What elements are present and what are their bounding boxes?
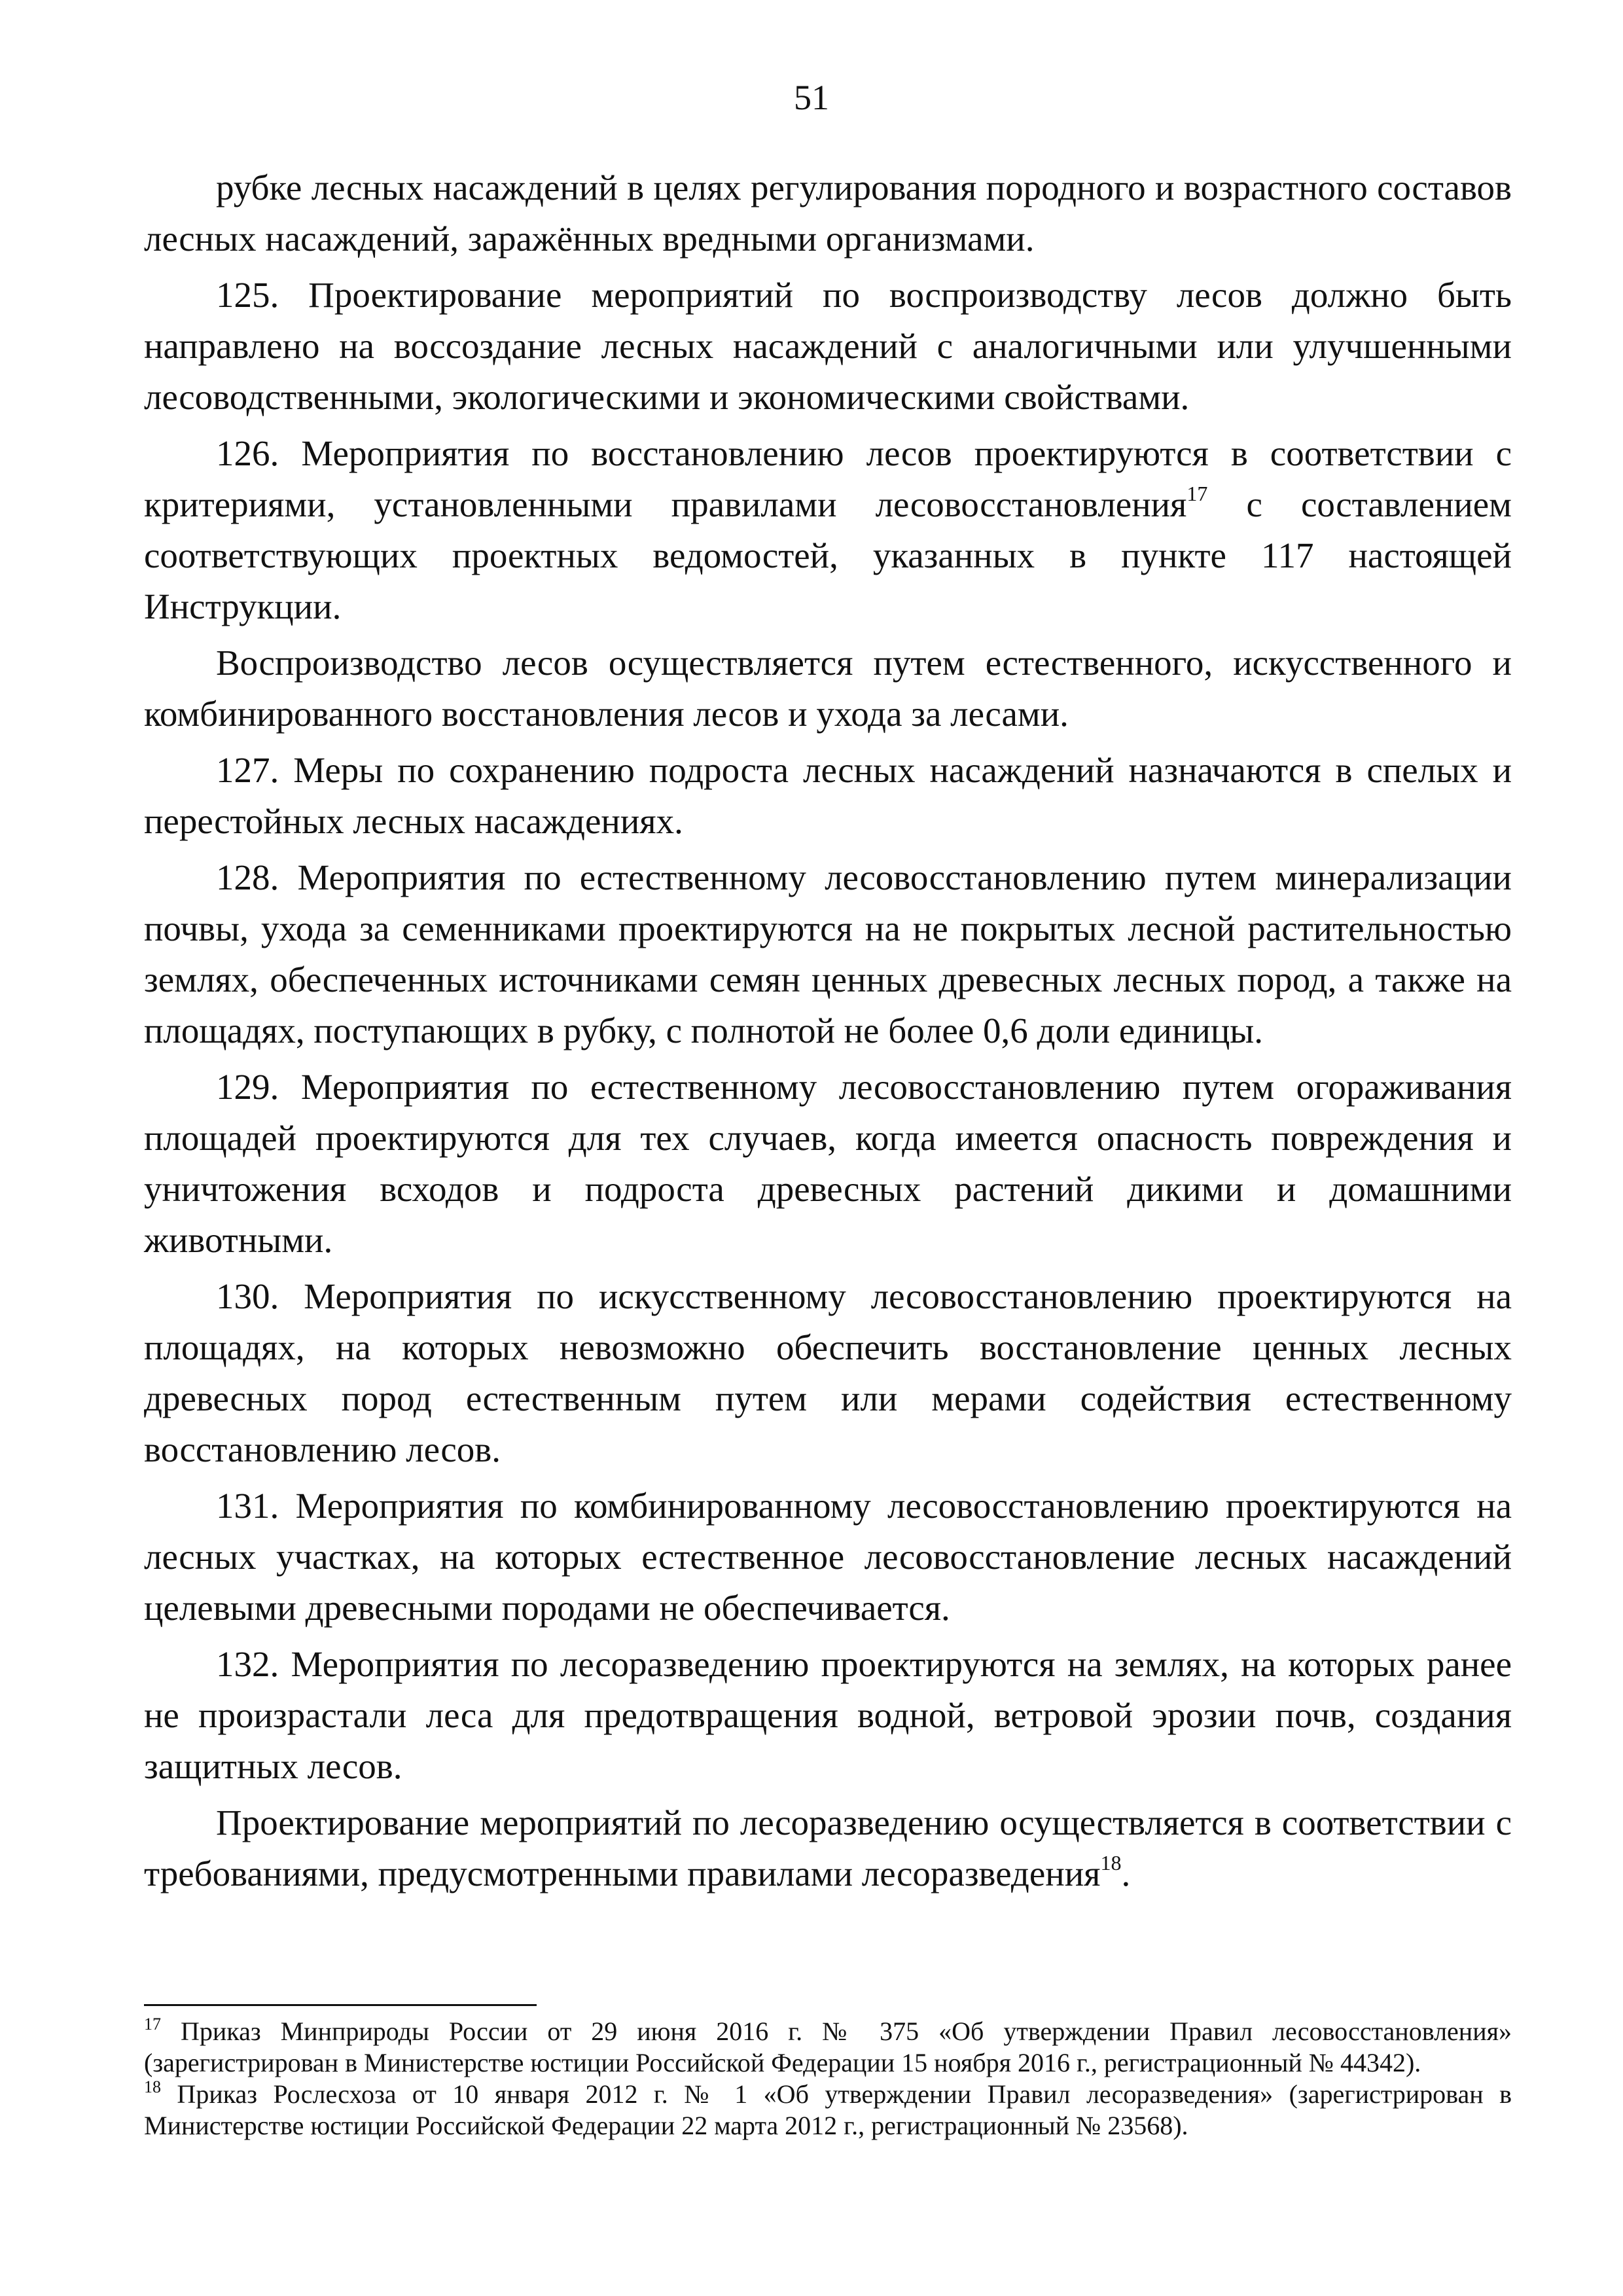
footnotes bbox=[144, 2016, 1512, 2142]
footnote-ref-18[interactable]: 18 bbox=[1100, 1851, 1122, 1874]
paragraph-126-text-after: с составлением соответствующих проектных ведомостей, указанных в пункте 117 настоящей Инструкции. bbox=[144, 484, 1512, 626]
footnote-ref-17[interactable]: 17 bbox=[1186, 482, 1208, 505]
paragraph-128: 128. Мероприятия по естественному лесовосстановлению путем минерализации почвы, ухода за семенниками проектируются на не покрытых лесной растительностью землях, обеспеченных источниками семян ценных древесных лесных пород, а также на площадях, поступающих в рубку, с полнотой не более 0,6 доли единицы. bbox=[144, 857, 1512, 1050]
paragraph-afforestation-design bbox=[144, 1797, 1512, 1899]
footnote-marker-18: 18 bbox=[144, 2077, 161, 2096]
document-body bbox=[144, 162, 1512, 1899]
paragraph-afforestation-text-after: . bbox=[1121, 1854, 1131, 1893]
paragraph-afforestation-text: Проектирование мероприятий по лесоразведению осуществляется в соответствии с требованиями, предусмотренными правилами лесоразведения bbox=[144, 1803, 1512, 1893]
page-number: 51 bbox=[794, 78, 829, 117]
footnote-17 bbox=[144, 2016, 1512, 2079]
paragraph-continuation: рубке лесных насаждений в целях регулирования породного и возрастного составов лесных насаждений, заражённых вредными организмами. bbox=[144, 168, 1512, 259]
paragraph-reproduction: Воспроизводство лесов осуществляется путем естественного, искусственного и комбинированного восстановления лесов и ухода за лесами. bbox=[144, 643, 1512, 734]
footnote-marker-17: 17 bbox=[144, 2015, 161, 2034]
paragraph-127: 127. Меры по сохранению подроста лесных насаждений назначаются в спелых и перестойных лесных насаждениях. bbox=[144, 750, 1512, 841]
paragraph-130: 130. Мероприятия по искусственному лесовосстановлению проектируются на площадях, на которых невозможно обеспечить восстановление ценных лесных древесных пород естественным путем или мерами содействия естественному восстановлению лесов. bbox=[144, 1276, 1512, 1469]
footnote-17-text: Приказ Минприроды России от 29 июня 2016 г. № 375 «Об утверждении Правил лесовосстановления» (зарегистрирован в Министерстве юстиции Российской Федерации 15 ноября 2016 г., регистрационный № 44342). bbox=[144, 2017, 1512, 2077]
paragraph-125: 125. Проектирование мероприятий по воспроизводству лесов должно быть направлено на воссоздание лесных насаждений с аналогичными или улучшенными лесоводственными, экологическими и экономическими свойствами. bbox=[144, 275, 1512, 417]
paragraph-131: 131. Мероприятия по комбинированному лесовосстановлению проектируются на лесных участках, на которых естественное лесовосстановление лесных насаждений целевыми древесными породами не обеспечивается. bbox=[144, 1486, 1512, 1628]
paragraph-129: 129. Мероприятия по естественному лесовосстановлению путем огораживания площадей проектируются для тех случаев, когда имеется опасность повреждения и уничтожения всходов и подроста древесных растений дикими и домашними животными. bbox=[144, 1067, 1512, 1260]
paragraph-132: 132. Мероприятия по лесоразведению проектируются на землях, на которых ранее не произрастали леса для предотвращения водной, ветровой эрозии почв, создания защитных лесов. bbox=[144, 1644, 1512, 1786]
footnote-separator bbox=[144, 2004, 537, 2006]
paragraph-126-text: 126. Мероприятия по восстановлению лесов проектируются в соответствии с критериями, установленными правилами лесовосстановления bbox=[144, 433, 1512, 524]
footnote-18-text: Приказ Рослесхоза от 10 января 2012 г. № 1 «Об утверждении Правил лесоразведения» (зарегистрирован в Министерстве юстиции Российской Федерации 22 марта 2012 г., регистрационный № 23568). bbox=[144, 2079, 1512, 2140]
paragraph-126 bbox=[144, 428, 1512, 632]
footnote-18 bbox=[144, 2079, 1512, 2142]
